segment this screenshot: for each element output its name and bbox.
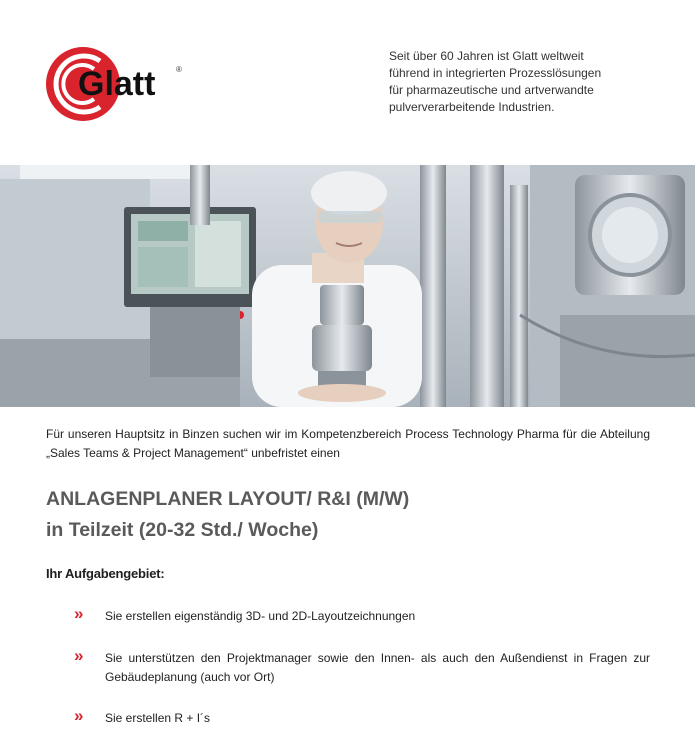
task-text: Sie erstellen eigenständig 3D- und 2D-Layoutzeichnungen <box>105 609 416 623</box>
task-item <box>46 646 650 687</box>
registered-mark: ® <box>176 65 182 74</box>
tagline-line: Seit über 60 Jahren ist Glatt weltweit <box>389 49 584 63</box>
bullet-icon: » <box>74 706 84 725</box>
job-title <box>46 484 666 546</box>
hero-photo <box>0 165 695 407</box>
task-text: Sie erstellen R + I´s <box>105 711 211 725</box>
job-subtitle-line: in Teilzeit (20-32 Std./ Woche) <box>46 519 319 541</box>
tagline-line: pulververarbeitende Industrien. <box>389 100 555 114</box>
job-title-line: ANLAGENPLANER LAYOUT/ R&I (M/W) <box>46 488 410 510</box>
task-item <box>46 706 650 728</box>
intro-paragraph: Für unseren Hauptsitz in Binzen suchen wir im Kompetenzbereich Process Technology Pharma für die Abteilung „Sales Teams & Project Management“ unbefristet einen <box>46 427 650 460</box>
task-item <box>46 604 650 626</box>
section-heading: Ihr Aufgabengebiet: <box>46 566 165 581</box>
tagline-line: führend in integrierten Prozesslösungen <box>389 66 602 80</box>
task-text: Sie unterstützen den Projektmanager sowie den Innen- als auch den Außendienst in Fragen zur Gebäudeplanung (auch vor Ort) <box>105 651 650 684</box>
bullet-icon: » <box>74 604 84 623</box>
glatt-logo <box>44 45 194 123</box>
company-tagline <box>389 48 679 116</box>
bullet-icon: » <box>74 646 84 665</box>
tagline-line: für pharmazeutische und artverwandte <box>389 83 594 97</box>
lab-scene-image <box>0 165 695 407</box>
logo-wordmark: Glatt <box>78 65 156 103</box>
